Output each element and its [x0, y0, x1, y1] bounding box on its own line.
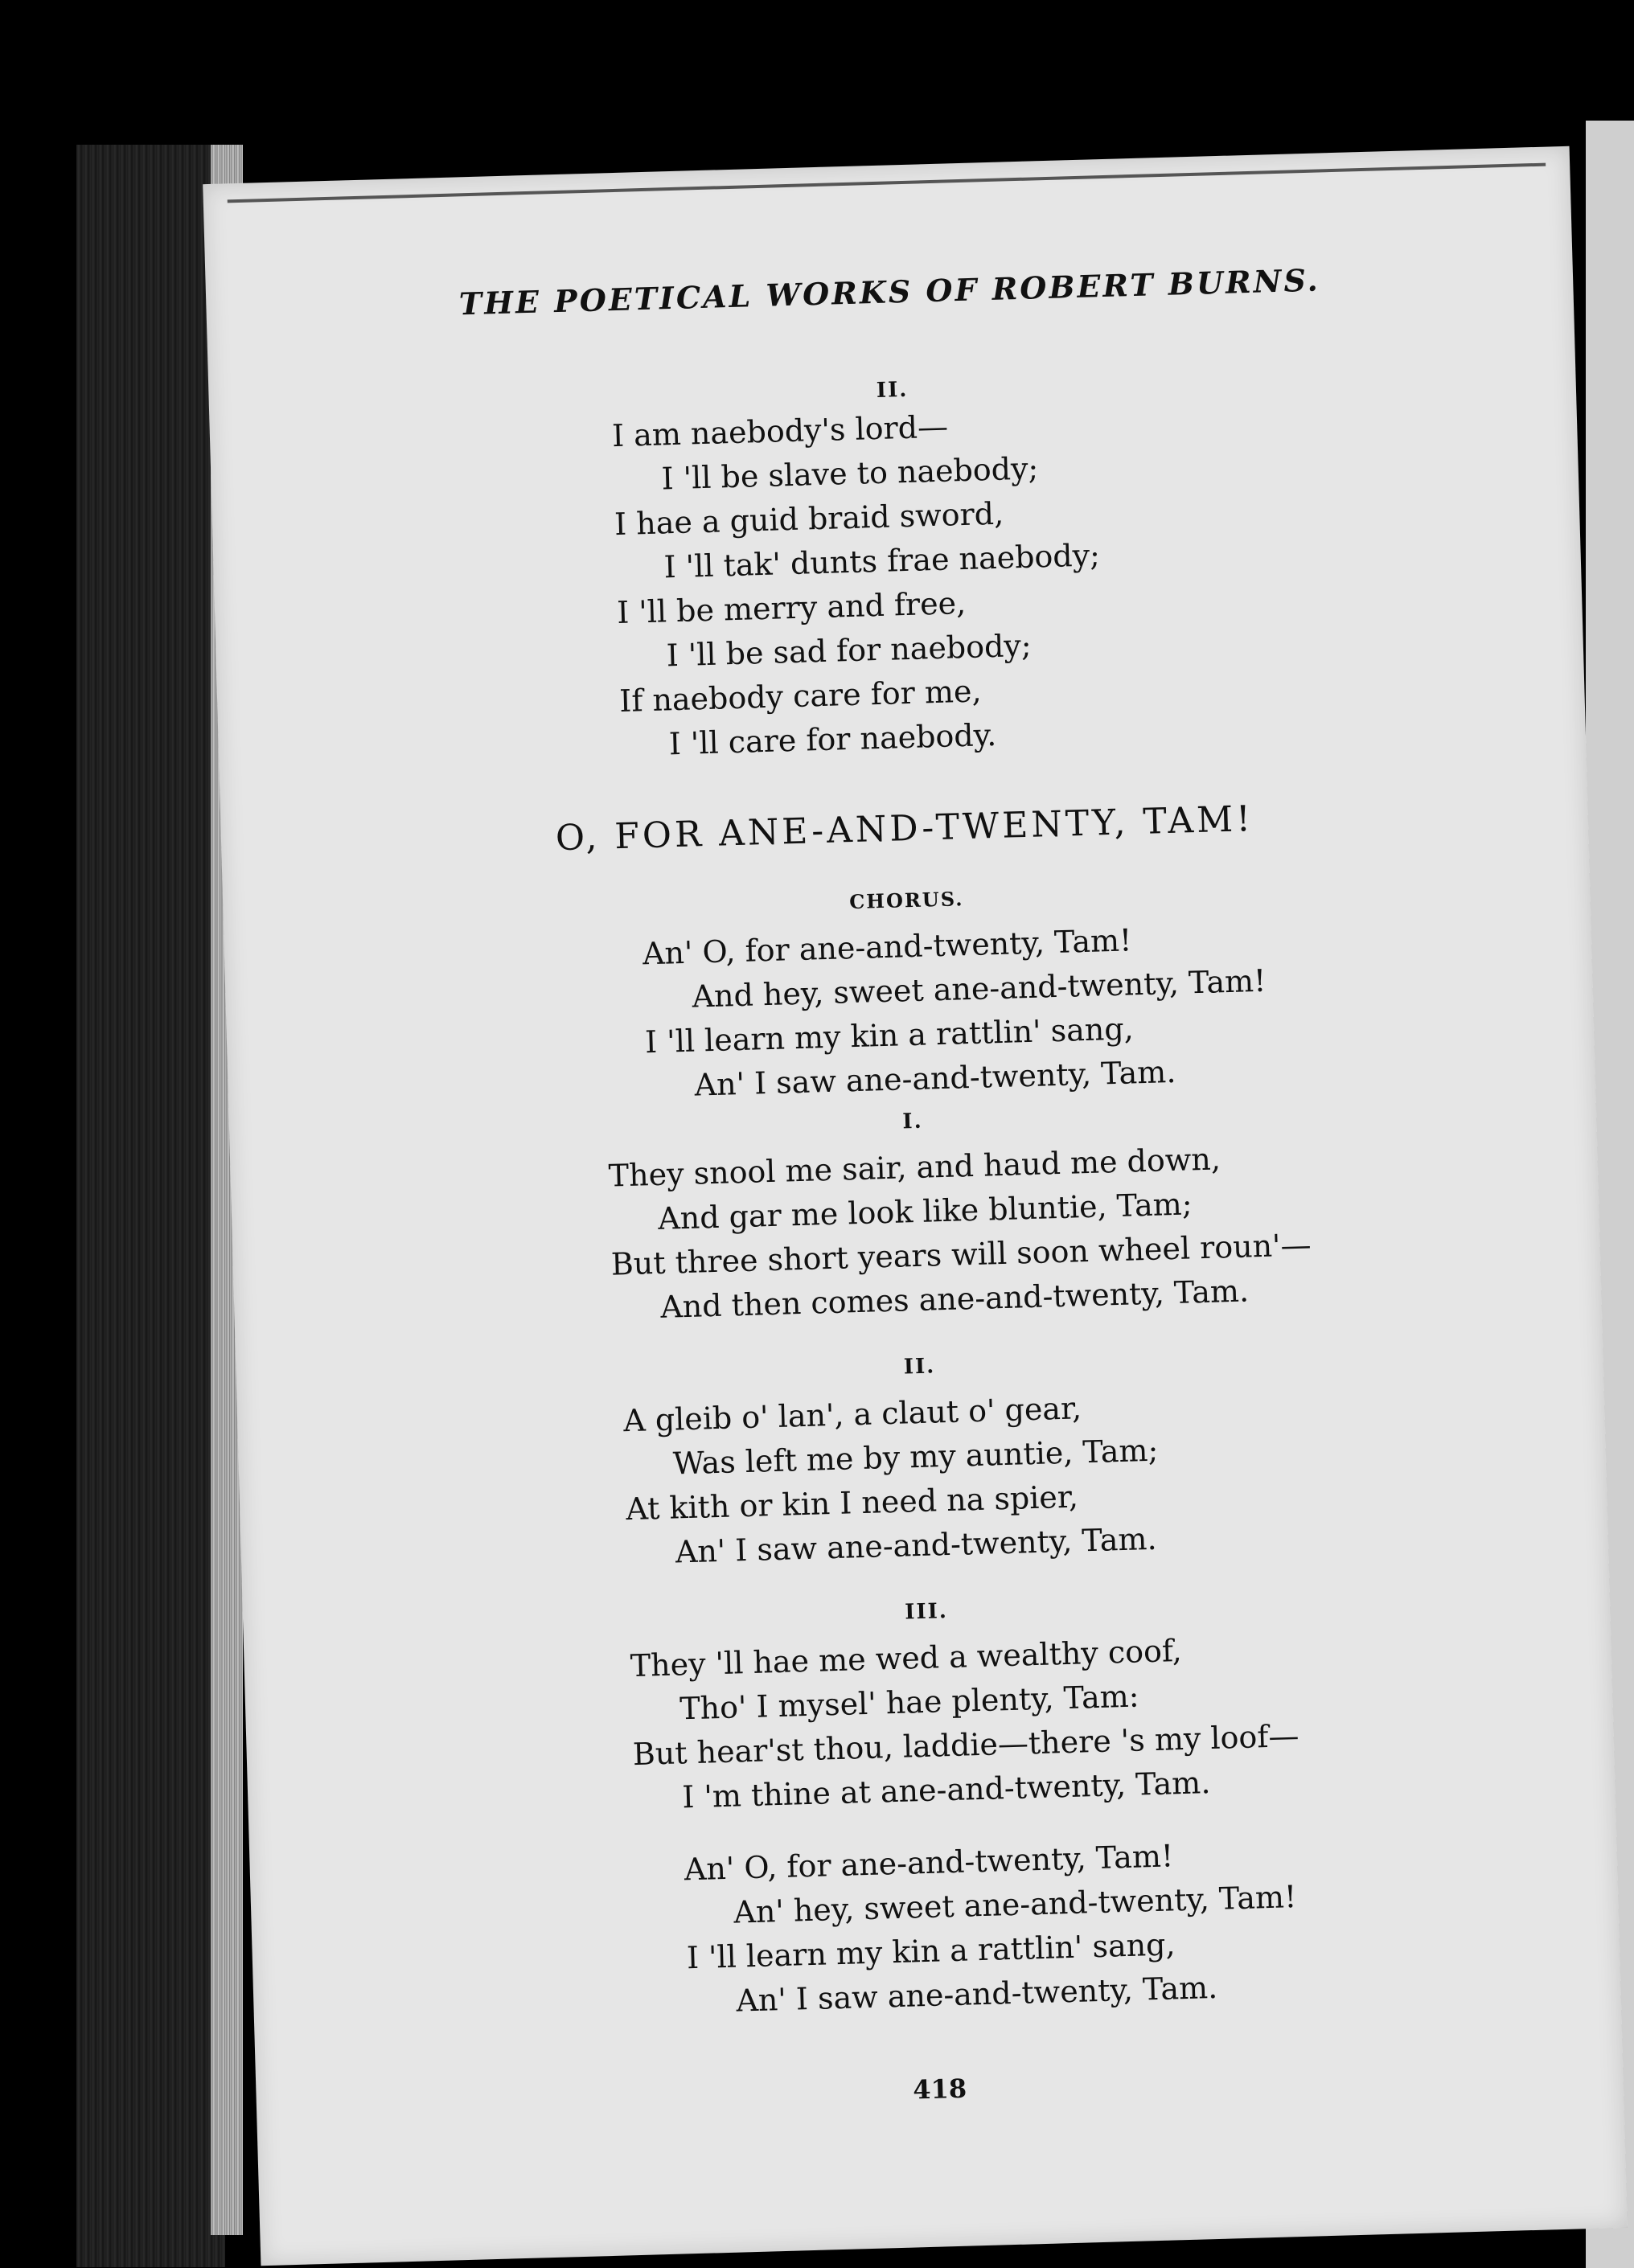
chorus-label: CHORUS.: [848, 887, 964, 914]
page-number: 418: [912, 2073, 967, 2106]
stanza-three: [630, 1626, 1301, 1821]
stanza-naebody: [611, 400, 1105, 768]
verse-line: I hae a guid braid sword,: [614, 495, 1004, 543]
verse-line: A gleib o' lan', a claut o' gear,: [622, 1390, 1082, 1439]
verse-line: I am naebody's lord—: [611, 408, 949, 454]
verse-line: An' I saw ane-and-twenty, Tam.: [675, 1520, 1158, 1570]
verse-line: And gar me look like bluntie, Tam;: [657, 1186, 1193, 1237]
stanza-two: [623, 1384, 1162, 1576]
verse-line: An' O, for ane-and-twenty, Tam!: [684, 1838, 1174, 1888]
stanza-number: I.: [902, 1109, 924, 1134]
verse-line: I 'll tak' dunts frae naebody;: [663, 537, 1101, 585]
verse-line: Was left me by my auntie, Tam;: [672, 1432, 1159, 1482]
running-head: THE POETICAL WORKS OF ROBERT BURNS.: [458, 261, 1321, 322]
verse-line: And hey, sweet ane-and-twenty, Tam!: [692, 962, 1267, 1015]
verse-line: I 'll be merry and free,: [616, 584, 967, 631]
stanza-number: III.: [904, 1599, 949, 1625]
verse-line: I 'll learn my kin a rattlin' sang,: [686, 1926, 1176, 1976]
section-number: II.: [876, 377, 909, 403]
verse-line: I 'll care for naebody.: [668, 716, 997, 762]
stanza-one: [608, 1134, 1313, 1331]
verse-line: An' I saw ane-and-twenty, Tam.: [735, 1969, 1218, 2019]
poem-title: O, FOR ANE-AND-TWENTY, TAM!: [555, 798, 1254, 859]
verse-line: They 'll hae me wed a wealthy coof,: [630, 1632, 1183, 1684]
verse-line: At kith or kin I need na spier,: [625, 1479, 1079, 1528]
verse-line: An' O, for ane-and-twenty, Tam!: [642, 922, 1132, 972]
final-chorus-stanza: [684, 1831, 1299, 2024]
verse-line: An' I saw ane-and-twenty, Tam.: [694, 1053, 1176, 1103]
verse-line: They snool me sair, and haud me down,: [608, 1141, 1221, 1194]
verse-line: I 'll learn my kin a rattlin' sang,: [644, 1011, 1135, 1060]
verse-line: I 'll be slave to naebody;: [661, 450, 1039, 497]
page-content: [203, 146, 1628, 2266]
verse-line: Tho' I mysel' hae plenty, Tam:: [679, 1678, 1140, 1727]
verse-line: But hear'st thou, laddie—there 's my loof—: [632, 1717, 1299, 1773]
verse-line: I 'm thine at ane-and-twenty, Tam.: [681, 1765, 1211, 1815]
verse-line: I 'll be sad for naebody;: [666, 627, 1033, 674]
book-spine-edge: [76, 145, 225, 2267]
chorus-stanza: [642, 915, 1269, 1109]
stanza-number: II.: [903, 1354, 936, 1380]
verse-line: An' hey, sweet ane-and-twenty, Tam!: [733, 1879, 1297, 1930]
book-page: [203, 146, 1628, 2266]
verse-line: But three short years will soon wheel roun'—: [610, 1227, 1312, 1282]
verse-line: If naebody care for me,: [618, 673, 983, 720]
verse-line: And then comes ane-and-twenty, Tam.: [659, 1273, 1250, 1325]
